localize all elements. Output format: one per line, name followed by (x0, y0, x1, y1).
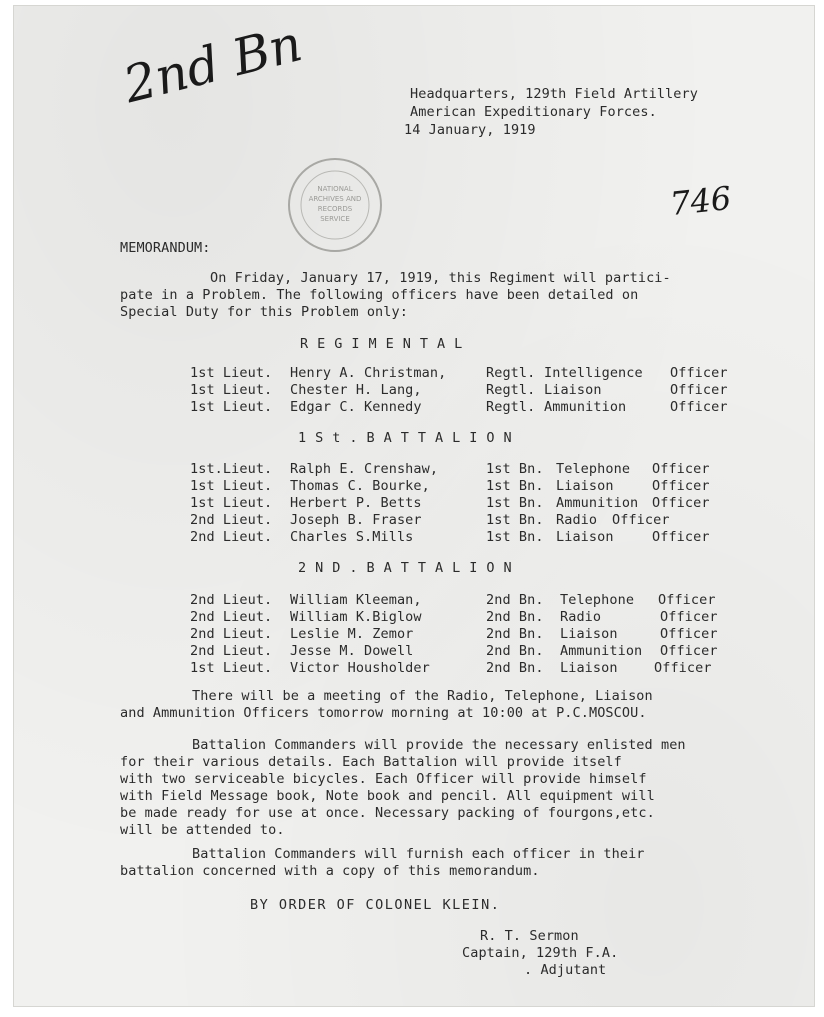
section-heading-second-battalion: 2ND.BATTALION (298, 560, 521, 576)
officer-duty: Radio (560, 609, 602, 625)
officer-name: Thomas C. Bourke, (290, 478, 430, 494)
stamp-line: ARCHIVES AND (308, 195, 362, 203)
header-line-1: Headquarters, 129th Field Artillery (410, 86, 698, 102)
officer-name: Victor Housholder (290, 660, 430, 676)
signature-title: Captain, 129th F.A. (462, 945, 619, 961)
officer-rank: 1st Lieut. (190, 478, 273, 494)
stamp-line: NATIONAL (317, 185, 353, 193)
officer-role: Officer (652, 529, 710, 545)
officer-name: Edgar C. Kennedy (290, 399, 422, 415)
meeting-line: and Ammunition Officers tomorrow morning at 10:00 at P.C.MOSCOU. (120, 705, 647, 721)
officer-unit: 2nd Bn. (486, 643, 544, 659)
section-heading-regimental: REGIMENTAL (300, 336, 472, 352)
equipment-line: with Field Message book, Note book and pencil. All equipment will (120, 788, 655, 804)
memorandum-label: MEMORANDUM: (120, 240, 211, 256)
officer-role: Officer (660, 643, 718, 659)
stamp-line: SERVICE (320, 215, 350, 223)
officer-rank: 1st.Lieut. (190, 461, 273, 477)
equipment-line: Battalion Commanders will provide the necessary enlisted men (192, 737, 686, 753)
officer-duty: Ammunition (556, 495, 639, 511)
officer-duty: Liaison (556, 478, 614, 494)
officer-role: Officer (670, 365, 728, 381)
officer-rank: 2nd Lieut. (190, 529, 273, 545)
officer-rank: 1st Lieut. (190, 399, 273, 415)
officer-role: Officer (612, 512, 670, 528)
officer-name: William Kleeman, (290, 592, 422, 608)
officer-rank: 1st Lieut. (190, 382, 273, 398)
handwritten-battalion-note: 2nd Bn (118, 14, 308, 115)
officer-duty: Ammunition (544, 399, 627, 415)
officer-role: Officer (670, 382, 728, 398)
handwritten-number: 746 (668, 178, 733, 224)
officer-role: Officer (660, 626, 718, 642)
signature-role: . Adjutant (524, 962, 607, 978)
officer-duty: Liaison (544, 382, 602, 398)
archive-stamp (285, 155, 385, 255)
copies-line: Battalion Commanders will furnish each officer in their (192, 846, 645, 862)
officer-unit: 1st Bn. (486, 512, 544, 528)
officer-unit: 1st Bn. (486, 461, 544, 477)
officer-role: Officer (652, 461, 710, 477)
officer-rank: 1st Lieut. (190, 365, 273, 381)
officer-unit: Regtl. (486, 365, 536, 381)
officer-duty: Liaison (560, 660, 618, 676)
officer-role: Officer (652, 478, 710, 494)
officer-rank: 1st Lieut. (190, 495, 273, 511)
officer-role: Officer (652, 495, 710, 511)
order-line: BY ORDER OF COLONEL KLEIN. (250, 897, 501, 913)
officer-duty: Telephone (560, 592, 635, 608)
officer-duty: Liaison (560, 626, 618, 642)
officer-name: William K.Biglow (290, 609, 422, 625)
officer-duty: Liaison (556, 529, 614, 545)
officer-rank: 2nd Lieut. (190, 592, 273, 608)
officer-name: Henry A. Christman, (290, 365, 447, 381)
officer-name: Charles S.Mills (290, 529, 414, 545)
stamp-line: RECORDS (317, 205, 353, 213)
officer-rank: 2nd Lieut. (190, 643, 273, 659)
officer-unit: 2nd Bn. (486, 592, 544, 608)
officer-duty: Intelligence (544, 365, 643, 381)
officer-name: Leslie M. Zemor (290, 626, 414, 642)
meeting-line: There will be a meeting of the Radio, Telephone, Liaison (192, 688, 653, 704)
header-date: 14 January, 1919 (404, 122, 536, 138)
copies-line: battalion concerned with a copy of this memorandum. (120, 863, 540, 879)
officer-unit: 1st Bn. (486, 478, 544, 494)
officer-duty: Radio (556, 512, 598, 528)
equipment-line: with two serviceable bicycles. Each Officer will provide himself (120, 771, 647, 787)
officer-name: Chester H. Lang, (290, 382, 422, 398)
officer-name: Joseph B. Fraser (290, 512, 422, 528)
intro-line: pate in a Problem. The following officers have been detailed on (120, 287, 639, 303)
officer-rank: 1st Lieut. (190, 660, 273, 676)
equipment-line: be made ready for use at once. Necessary packing of fourgons,etc. (120, 805, 655, 821)
equipment-line: will be attended to. (120, 822, 285, 838)
officer-name: Ralph E. Crenshaw, (290, 461, 439, 477)
officer-duty: Ammunition (560, 643, 643, 659)
signature-name: R. T. Sermon (480, 928, 579, 944)
officer-name: Herbert P. Betts (290, 495, 422, 511)
intro-line: On Friday, January 17, 1919, this Regiment will partici- (210, 270, 671, 286)
officer-unit: Regtl. (486, 399, 536, 415)
officer-role: Officer (654, 660, 712, 676)
officer-role: Officer (660, 609, 718, 625)
officer-rank: 2nd Lieut. (190, 609, 273, 625)
equipment-line: for their various details. Each Battalion will provide itself (120, 754, 622, 770)
officer-rank: 2nd Lieut. (190, 512, 273, 528)
officer-unit: Regtl. (486, 382, 536, 398)
officer-role: Officer (658, 592, 716, 608)
officer-role: Officer (670, 399, 728, 415)
officer-unit: 2nd Bn. (486, 660, 544, 676)
officer-name: Jesse M. Dowell (290, 643, 414, 659)
officer-unit: 2nd Bn. (486, 609, 544, 625)
officer-unit: 2nd Bn. (486, 626, 544, 642)
section-heading-first-battalion: 1St.BATTALION (298, 430, 521, 446)
officer-duty: Telephone (556, 461, 631, 477)
officer-unit: 1st Bn. (486, 495, 544, 511)
officer-unit: 1st Bn. (486, 529, 544, 545)
intro-line: Special Duty for this Problem only: (120, 304, 408, 320)
header-line-2: American Expeditionary Forces. (410, 104, 657, 120)
officer-rank: 2nd Lieut. (190, 626, 273, 642)
